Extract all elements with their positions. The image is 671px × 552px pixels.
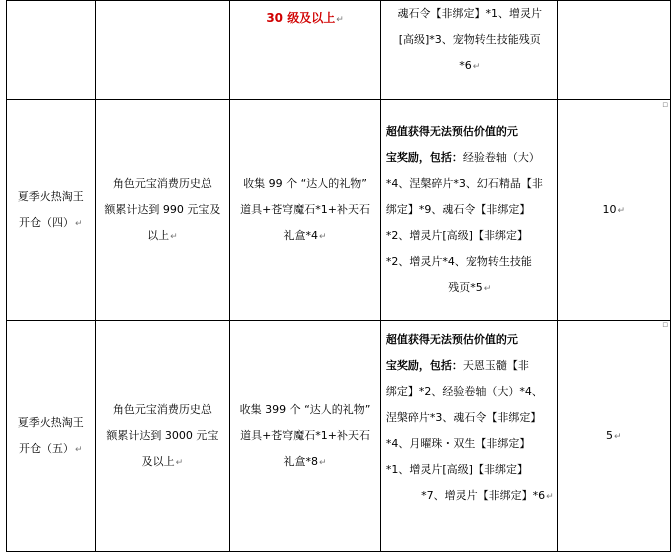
count-value: 10 (602, 202, 617, 216)
condition-line: 额累计达到 990 元宝及 (104, 202, 221, 216)
cell-event-name (7, 100, 96, 321)
row-end-marker: ▫ (662, 320, 669, 330)
cell-level: 30 级及以上↵ (230, 1, 381, 100)
reward-line: *1、增灵片[高级]【非绑定】 (385, 463, 528, 476)
cell-collect (230, 100, 381, 321)
reward-line: 残页*5↵ (448, 280, 492, 294)
cell-empty (95, 1, 230, 100)
event-name-line1: 夏季火热淘王 (17, 189, 84, 203)
reward-line: 宝奖励，包括：经验卷轴（大） (385, 150, 540, 164)
cell-count: 5↵ (557, 321, 670, 552)
event-name-line1: 夏季火热淘王 (17, 415, 84, 429)
collect-line: 道具+苍穹魔石*1+补天石 (240, 202, 371, 216)
reward-table (6, 0, 671, 552)
reward-line: *2、增灵片[高级]【非绑定】 (385, 228, 528, 242)
cell-count: 10↵ (557, 100, 670, 321)
reward-line: *2、增灵片*4、宠物转生技能 (385, 254, 532, 268)
reward-line: *6↵ (459, 59, 481, 72)
cell-empty (557, 1, 670, 100)
reward-line: 涅槃碎片*3、魂石令【非绑定】 (385, 411, 542, 424)
event-name-line2: 开仓（五）↵ (19, 441, 83, 455)
cell-collect (230, 321, 381, 552)
reward-line: 魂石令【非绑定】*1、增灵片 (397, 7, 543, 20)
condition-line: 额累计达到 3000 元宝 (106, 428, 219, 442)
cell-condition (95, 100, 230, 321)
reward-line: *7、增灵片【非绑定】*6↵ (421, 489, 554, 502)
table-row (7, 321, 671, 552)
table-row (7, 1, 671, 100)
reward-line: [高级]*3、宠物转生技能残页 (398, 33, 541, 46)
condition-line: 角色元宝消费历史总 (112, 176, 212, 190)
table-row (7, 100, 671, 321)
reward-line: *4、月曜珠・双生【非绑定】 (385, 437, 531, 450)
collect-line: 礼盒*8↵ (283, 454, 327, 468)
cell-rewards (380, 321, 557, 552)
cell-rewards (380, 100, 557, 321)
reward-headline: 超值获得无法预估价值的元 (385, 333, 518, 346)
reward-line: *4、涅槃碎片*3、幻石精晶【非 (385, 176, 543, 190)
collect-line: 收集 99 个 “达人的礼物” (243, 176, 367, 190)
cell-empty (7, 1, 96, 100)
collect-line: 礼盒*4↵ (283, 228, 327, 242)
reward-line: 绑定】*2、经验卷轴（大）*4、 (385, 385, 543, 398)
reward-headline: 超值获得无法预估价值的元 (385, 124, 518, 138)
cell-event-name (7, 321, 96, 552)
condition-line: 及以上↵ (141, 454, 184, 468)
reward-line: 绑定】*9、魂石令【非绑定】 (385, 202, 531, 216)
condition-line: 角色元宝消费历史总 (112, 402, 212, 416)
collect-line: 收集 399 个 “达人的礼物” (239, 402, 371, 416)
cell-rewards (380, 1, 557, 100)
level-text: 30 级及以上 (266, 11, 336, 25)
row-end-marker: ▫ (662, 100, 669, 110)
event-name-line2: 开仓（四）↵ (19, 215, 83, 229)
condition-line: 以上↵ (147, 228, 178, 242)
count-value: 5 (606, 428, 614, 442)
reward-line: 宝奖励，包括：天恩玉髓【非 (385, 359, 529, 372)
collect-line: 道具+苍穹魔石*1+补天石 (240, 428, 371, 442)
cell-condition (95, 321, 230, 552)
